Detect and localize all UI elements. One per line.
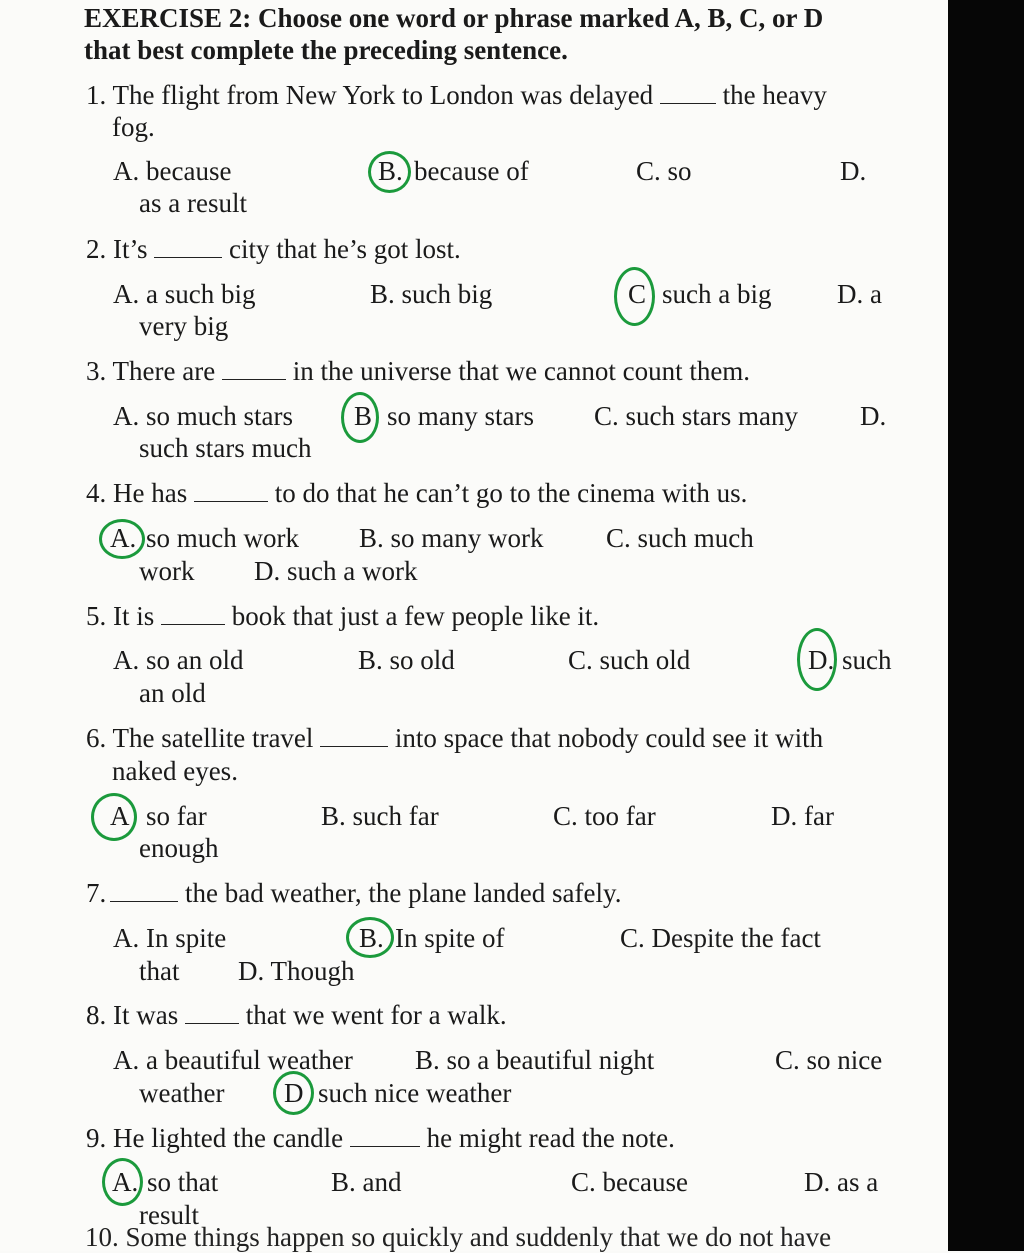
- q8-option-d: such nice weather: [318, 1078, 512, 1108]
- q9-option-d: D. as a: [804, 1167, 879, 1197]
- q3-option-d-cont: such stars much: [139, 433, 312, 463]
- exercise-title-line1: EXERCISE 2: Choose one word or phrase marked A, B, C, or D: [84, 3, 824, 33]
- q5-option-c: C. such old: [568, 645, 691, 675]
- q6-answer-circle: [91, 793, 137, 841]
- q1-option-d: D.: [840, 156, 867, 186]
- q6-blank: [320, 724, 388, 747]
- q9-blank: [350, 1124, 420, 1147]
- q8-option-d-letter: D: [284, 1078, 304, 1108]
- exercise-title-line2: that best complete the preceding sentence.: [84, 35, 568, 65]
- q5-option-a: A. so an old: [113, 645, 244, 675]
- q4-option-a: so much work: [146, 523, 299, 553]
- q7-option-b-letter: B.: [359, 923, 384, 953]
- q4-option-c: C. such much: [606, 523, 754, 553]
- q6-option-a: so far: [146, 801, 207, 831]
- q6-option-a-letter: A: [110, 801, 130, 831]
- q2-option-c-letter: C: [628, 279, 647, 309]
- q5-blank: [161, 602, 225, 625]
- q8-option-c: C. so nice: [775, 1045, 883, 1075]
- q7-option-c-cont: that: [139, 956, 180, 986]
- q7-answer-circle: [346, 917, 394, 958]
- q8-option-a: A. a beautiful weather: [113, 1045, 353, 1075]
- q5-option-d: such: [842, 645, 892, 675]
- q5-stem: 5. It is book that just a few people like it.: [86, 601, 600, 631]
- q2-option-d: D. a: [837, 279, 882, 309]
- q9-option-b: B. and: [331, 1167, 402, 1197]
- q5-option-d-letter: D.: [808, 645, 835, 675]
- q3-option-a: A. so much stars: [113, 401, 293, 431]
- q4-stem: 4. He has to do that he can’t go to the cinema with us.: [86, 478, 748, 508]
- q9-option-a-letter: A.: [112, 1167, 139, 1197]
- q5-option-d-cont: an old: [139, 678, 206, 708]
- black-side-edge: [948, 0, 1024, 1251]
- q4-option-b: B. so many work: [359, 523, 544, 553]
- q6-stem-cont: naked eyes.: [112, 756, 238, 786]
- q2-stem: 2. It’s city that he’s got lost.: [86, 234, 461, 264]
- q4-option-d: D. such a work: [254, 556, 418, 586]
- q6-option-d: D. far: [771, 801, 834, 831]
- q9-option-a: so that: [147, 1167, 219, 1197]
- q9-answer-circle: [102, 1158, 143, 1206]
- q1-option-c: C. so: [636, 156, 692, 186]
- q3-option-c: C. such stars many: [594, 401, 798, 431]
- q2-option-c: such a big: [662, 279, 772, 309]
- q1-stem: 1. The flight from New York to London was delayed the heavy: [86, 80, 827, 110]
- q9-stem: 9. He lighted the candle he might read the note.: [86, 1123, 675, 1153]
- q7-option-a: A. In spite: [113, 923, 227, 953]
- q8-answer-circle: [273, 1071, 314, 1115]
- q4-option-c-cont: work: [139, 556, 195, 586]
- q3-option-b-letter: B: [354, 401, 373, 431]
- q2-answer-circle: [614, 267, 655, 326]
- q3-stem: 3. There are in the universe that we cannot count them.: [86, 356, 751, 386]
- q7-stem: 7. the bad weather, the plane landed safely.: [86, 878, 622, 908]
- q2-blank: [154, 235, 222, 258]
- q1-blank: [660, 81, 716, 104]
- q7-option-d: D. Though: [238, 956, 355, 986]
- q5-option-b: B. so old: [358, 645, 455, 675]
- q8-option-c-cont: weather: [139, 1078, 225, 1108]
- question-10-cutoff: [85, 1222, 925, 1252]
- q7-option-c: C. Despite the fact: [620, 923, 821, 953]
- q1-stem-cont: fog.: [112, 112, 155, 142]
- q4-answer-circle: [99, 519, 145, 559]
- q7-blank: [110, 879, 178, 902]
- q7-option-b: In spite of: [395, 923, 505, 953]
- q8-blank: [185, 1001, 239, 1024]
- q5-answer-circle: [797, 628, 837, 691]
- q1-option-a: A. because: [113, 156, 232, 186]
- q4-option-a-letter: A.: [110, 523, 137, 553]
- q1-option-d-cont: as a result: [139, 188, 247, 218]
- q4-blank: [194, 479, 268, 502]
- q3-option-d: D.: [860, 401, 887, 431]
- q9-option-d-cont: result: [139, 1200, 199, 1230]
- q6-option-a-cont: enough: [139, 833, 219, 863]
- q3-answer-circle: [341, 392, 379, 443]
- q2-option-a: A. a such big: [113, 279, 256, 309]
- q8-stem: 8. It was that we went for a walk.: [86, 1000, 507, 1030]
- q2-option-b: B. such big: [370, 279, 493, 309]
- q8-option-b: B. so a beautiful night: [415, 1045, 655, 1075]
- q6-option-c: C. too far: [553, 801, 656, 831]
- q1-option-b: because of: [414, 156, 529, 186]
- q3-option-b: so many stars: [387, 401, 534, 431]
- q1-option-b-letter: B.: [378, 156, 403, 186]
- q3-blank: [222, 357, 286, 380]
- q2-option-d-cont: very big: [139, 311, 229, 341]
- cutoff-text: 10. Some things happen so quickly and suddenly that we do not have: [85, 1222, 832, 1252]
- q1-answer-circle: [368, 151, 411, 193]
- q6-option-b: B. such far: [321, 801, 439, 831]
- q9-option-c: C. because: [571, 1167, 688, 1197]
- q6-stem: 6. The satellite travel into space that nobody could see it with: [86, 723, 824, 753]
